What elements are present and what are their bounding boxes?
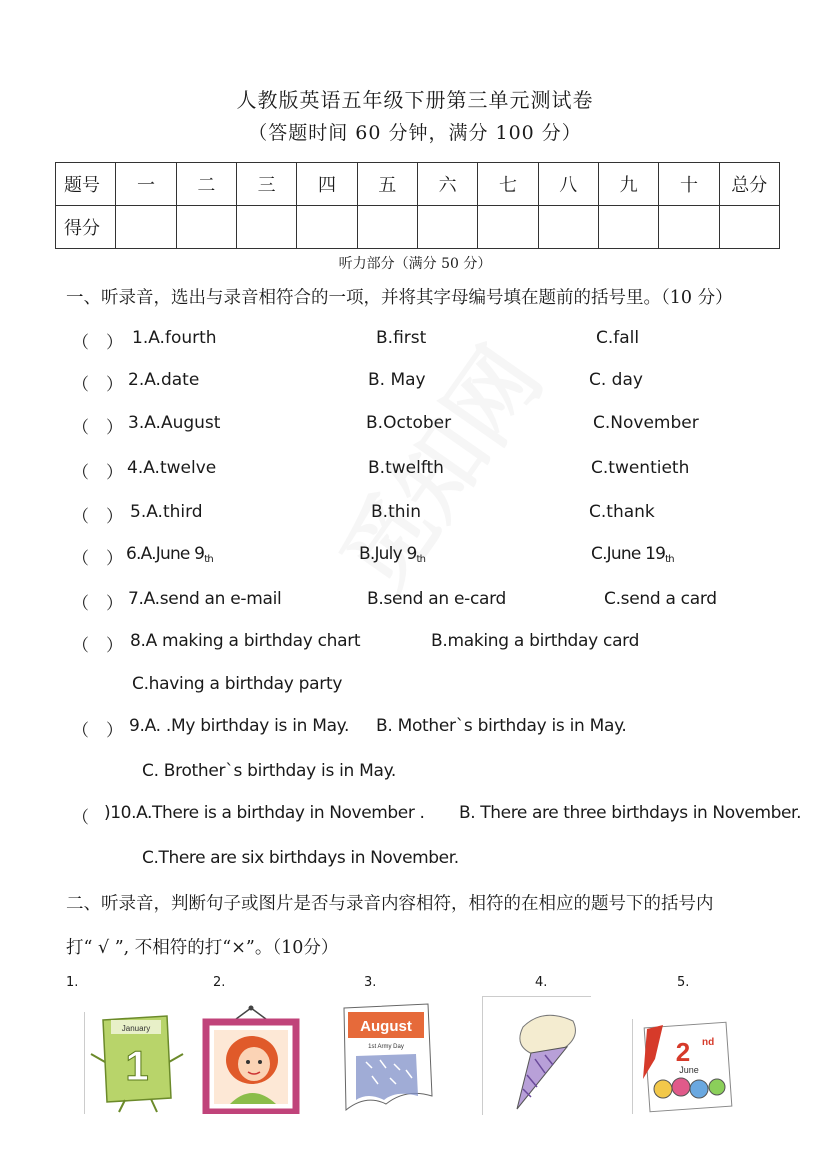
score-input-cell[interactable] [417, 206, 477, 249]
picture-number: 3. [364, 975, 377, 990]
answer-bracket[interactable]: （ ） [72, 636, 123, 656]
score-input-cell[interactable] [116, 206, 176, 249]
option-c: C.November [593, 413, 699, 433]
framed-portrait-icon [202, 1004, 300, 1114]
picture-number: 4. [535, 975, 548, 990]
option-a: 8.A making a birthday chart [130, 631, 361, 651]
score-input-cell[interactable] [659, 206, 719, 249]
option-c: C.June 19th [591, 544, 674, 565]
table-cell: 题号 [56, 163, 116, 206]
option-c: C.fall [596, 328, 640, 348]
score-input-cell[interactable] [236, 206, 296, 249]
listening-part-label: 听力部分（满分 50 分） [338, 256, 492, 272]
option-a: 9.A. .My birthday is in May. [129, 716, 350, 736]
picture-number: 2. [213, 975, 226, 990]
option-b: B.making a birthday card [431, 631, 640, 651]
score-input-cell[interactable] [297, 206, 357, 249]
picture-caption: August [360, 1018, 412, 1035]
score-input-cell[interactable] [538, 206, 598, 249]
august-calendar-icon [336, 1000, 438, 1114]
table-cell: 九 [598, 163, 658, 206]
score-input-cell[interactable] [176, 206, 236, 249]
score-input-cell[interactable] [478, 206, 538, 249]
option-a: 6.A.June 9th [126, 544, 213, 565]
option-c: C.There are six birthdays in November. [142, 848, 459, 868]
option-c: C.having a birthday party [132, 674, 343, 694]
picture-caption: January [121, 1024, 151, 1033]
option-c: C. day [589, 370, 643, 390]
ice-cream-icon [482, 996, 591, 1115]
table-cell: 六 [417, 163, 477, 206]
option-b: B.July 9th [359, 544, 426, 565]
table-row [56, 163, 780, 206]
table-cell: 得分 [56, 206, 116, 249]
answer-bracket[interactable]: （ ） [72, 721, 123, 741]
answer-bracket[interactable]: （ ） [72, 463, 123, 483]
option-c: C.twentieth [591, 458, 690, 478]
option-a: 5.A.third [130, 502, 203, 522]
section1-heading: 一、听录音，选出与录音相符合的一项，并将其字母编号填在题前的括号里。（10 分） [66, 288, 733, 308]
score-input-cell[interactable] [357, 206, 417, 249]
option-b: B.thin [371, 502, 422, 522]
table-cell: 一 [116, 163, 176, 206]
answer-bracket[interactable]: （ ） [72, 594, 123, 614]
table-cell: 七 [478, 163, 538, 206]
picture-subcaption: 1st Army Day [368, 1044, 404, 1050]
option-a: )10.A.There is a birthday in November . [104, 803, 425, 823]
table-cell: 十 [659, 163, 719, 206]
table-cell: 三 [236, 163, 296, 206]
option-c: C. Brother`s birthday is in May. [142, 761, 397, 781]
table-cell: 八 [538, 163, 598, 206]
page-subtitle: （答题时间 60 分钟，满分 100 分） [248, 122, 582, 144]
answer-bracket[interactable]: （ ） [72, 375, 123, 395]
option-b: B.October [366, 413, 452, 433]
option-a: 4.A.twelve [127, 458, 217, 478]
table-cell: 四 [297, 163, 357, 206]
option-c: C.thank [589, 502, 655, 522]
option-c: C.send a card [604, 589, 717, 609]
answer-bracket[interactable]: （ ） [72, 549, 123, 569]
table-cell: 五 [357, 163, 417, 206]
option-a: 7.A.send an e-mail [128, 589, 282, 609]
option-b: B. There are three birthdays in November. [459, 803, 802, 823]
score-input-cell[interactable] [598, 206, 658, 249]
picture-big-sup: nd [702, 1037, 715, 1048]
picture-number: 5. [677, 975, 690, 990]
table-cell: 二 [176, 163, 236, 206]
option-b: B.first [376, 328, 427, 348]
answer-bracket[interactable]: （ ） [72, 333, 123, 353]
option-a: 3.A.August [128, 413, 221, 433]
table-cell: 总分 [719, 163, 779, 206]
picture-big-number: 1 [125, 1042, 149, 1089]
score-input-cell[interactable] [719, 206, 779, 249]
picture-big-number: 2 [675, 1037, 691, 1067]
answer-bracket[interactable]: （ ） [72, 418, 123, 438]
picture-number: 1. [66, 975, 79, 990]
january-calendar-icon [84, 1012, 189, 1114]
option-b: B.send an e-card [367, 589, 506, 609]
page-title: 人教版英语五年级下册第三单元测试卷 [236, 88, 594, 112]
answer-bracket[interactable]: （ ） [72, 507, 123, 527]
score-table [55, 162, 780, 249]
table-row [56, 206, 780, 249]
june-calendar-icon [632, 1019, 739, 1114]
option-b: B.twelfth [368, 458, 444, 478]
section2-heading-line1: 二、听录音，判断句子或图片是否与录音内容相符，相符的在相应的题号下的括号内 [66, 894, 714, 914]
answer-bracket[interactable]: （ [72, 808, 89, 828]
option-a: 2.A.date [128, 370, 200, 390]
picture-caption: June [679, 1065, 699, 1075]
option-b: B. May [368, 370, 426, 390]
option-b: B. Mother`s birthday is in May. [376, 716, 627, 736]
option-a: 1.A.fourth [132, 328, 217, 348]
section2-heading-line2: 打“ √ ”, 不相符的打“×”。（10分） [66, 938, 339, 958]
